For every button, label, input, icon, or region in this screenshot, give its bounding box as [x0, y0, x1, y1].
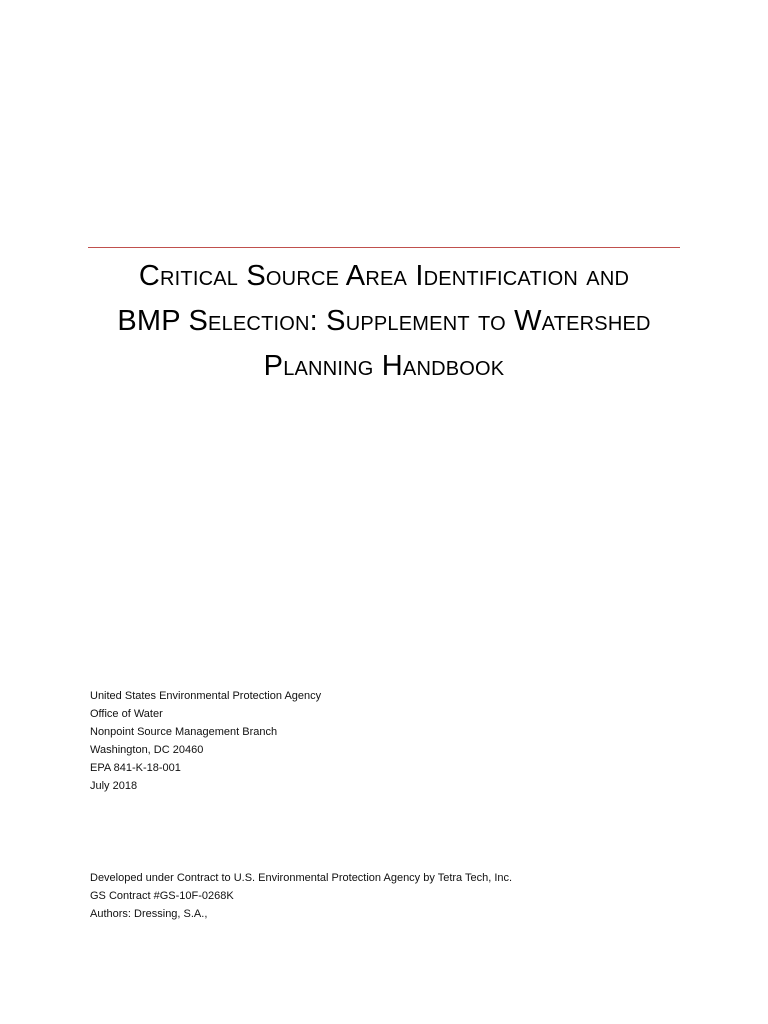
contract-statement: Developed under Contract to U.S. Environmental Protection Agency by Tetra Tech, Inc. — [90, 872, 513, 884]
document-title — [88, 254, 680, 389]
title-line-2: BMP Selection: Supplement to Watershed — [117, 305, 651, 337]
agency-name: United States Environmental Protection Agency — [90, 690, 322, 702]
title-line-3: Planning Handbook — [263, 350, 505, 382]
address: Washington, DC 20460 — [90, 744, 204, 756]
contract-block — [90, 869, 512, 923]
publication-date: July 2018 — [90, 780, 138, 792]
document-number: EPA 841-K-18-001 — [90, 762, 181, 774]
authors: Authors: Dressing, S.A., — [90, 908, 208, 920]
branch-name: Nonpoint Source Management Branch — [90, 726, 278, 738]
title-rule — [88, 247, 680, 248]
office-name: Office of Water — [90, 708, 163, 720]
contract-number: GS Contract #GS-10F-0268K — [90, 890, 234, 902]
title-line-1: Critical Source Area Identification and — [138, 260, 630, 292]
publisher-block — [90, 687, 321, 795]
